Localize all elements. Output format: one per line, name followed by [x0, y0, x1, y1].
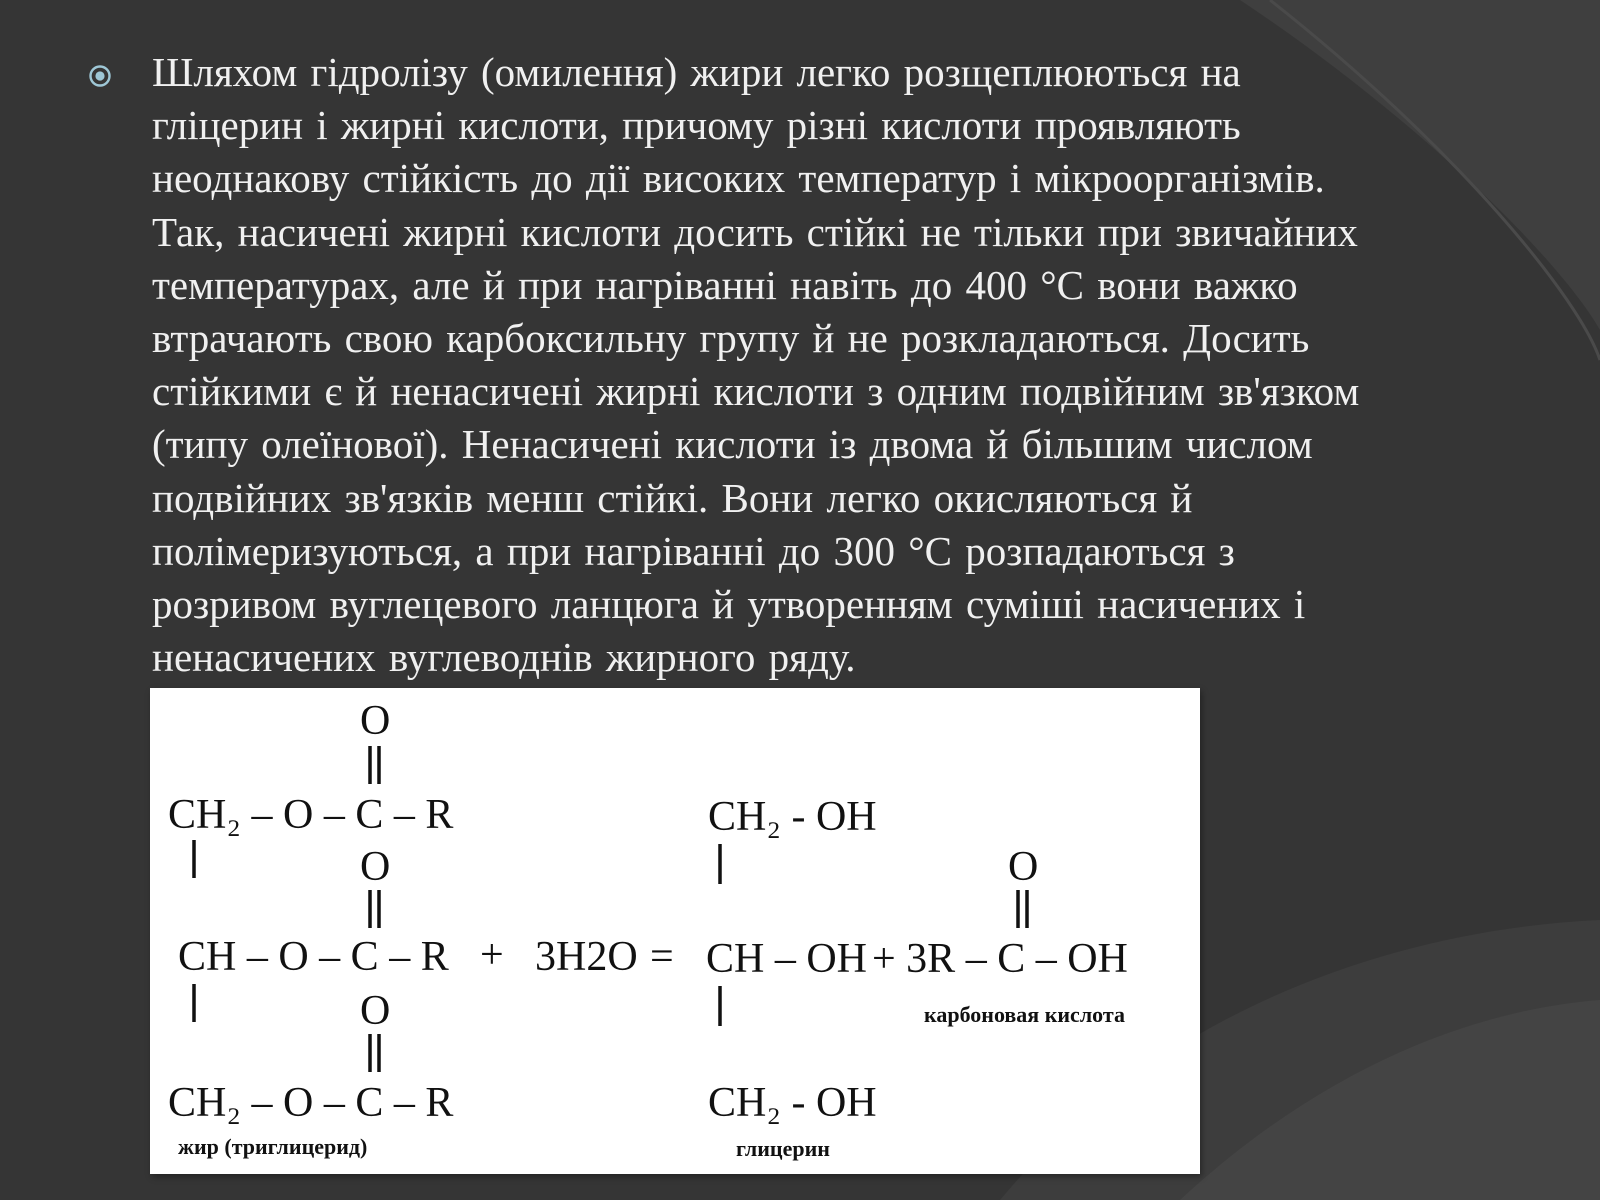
fat-o-bottom: O: [360, 988, 391, 1034]
fat-label: жир (триглицерид): [178, 1134, 368, 1159]
double-bond-bottom: [370, 1034, 379, 1072]
glycerol-row-3: CH₂ - OH: [708, 1080, 877, 1126]
fat-row-2: CH – O – C – R: [178, 934, 449, 980]
acid-formula: + 3R – C – OH: [872, 936, 1128, 982]
double-bond-middle: [370, 890, 379, 928]
fat-row-3: CH₂ – O – C – R: [168, 1080, 454, 1126]
acid-label: карбоновая кислота: [924, 1002, 1125, 1027]
hydrolysis-equation-diagram: [150, 688, 1200, 1174]
water: 3H2O: [535, 934, 638, 980]
bullet-paragraph: [88, 46, 1518, 684]
glycerol-row-2: CH – OH: [706, 936, 868, 982]
circled-dot-bullet-icon: [88, 64, 112, 88]
fat-row-1: CH₂ – O – C – R: [168, 792, 454, 838]
plus-sign: +: [480, 932, 504, 978]
bullet-text: Шляхом гідролізу (омилення) жири легко розщеплюються на гліцерин і жирні кислоти, причому різні кислоти проявляють неоднакову стійкість до дії високих температур і мікроорганізмів. Так, насичені жирні кислоти досить стійкі не тільки при звичайних температурах, але й при нагріванні навіть до 400 °С вони важко втрачають свою карбоксильну групу й не розкладаються. Досить стійкими є й ненасичені жирні кислоти з одним подвійним зв'язком (типу олеїнової). Ненасичені кислоти із двома й більшим числом подвійних зв'язків менш стійкі. Вони легко окисляються й полімеризуються, а при нагріванні до 300 °С розпадаються з розривом вуглецевого ланцюга й утворенням суміші насичених і ненасичених вуглеводнів жирного ряду.: [152, 49, 1360, 681]
glycerol-row-1: CH₂ - OH: [708, 794, 877, 840]
acid-double-bond: [1018, 890, 1027, 928]
hydrolysis-equation-image: [150, 688, 1200, 1174]
fat-o-top: O: [360, 698, 391, 744]
double-bond-top: [370, 746, 379, 784]
acid-o-top: O: [1008, 844, 1039, 890]
fat-o-middle: O: [360, 844, 391, 890]
equals-sign: =: [650, 934, 674, 980]
glycerol-label: глицерин: [736, 1136, 830, 1161]
